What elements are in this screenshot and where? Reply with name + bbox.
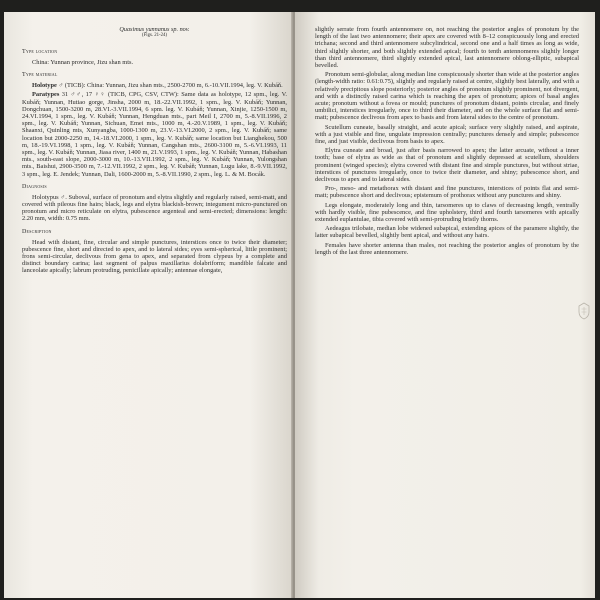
diagnosis-text: Holotypus ♂. Suboval, surface of pronotum and elytra slightly and regularly raised, semi-matt, and covered with pileous fine hairs; black, legs and elytra blackish-brown; integument micro-punctured on pronotum and micro reticulate on elytra, pubescence argenteal and semi-erected; dimensions: length: 2.20 mm, width: 0.75 mm. [22,193,287,223]
holotype-paragraph [22,82,287,89]
paratypes-text: 31 ♂♂, 17 ♀♀ (TICB, CPG, CSV, CTW): Same data as holotype, 12 spm., leg. V. Kubáň; Yunnan, Hutiao gorge, Jinsha, 2000 m, 18.-22.VII.1992, 1 spm., leg. V. Kubáň; Yunnan, Dongchuan, 1500-3200 m, 28.VI.-3.VII.1994, 6 spm. leg. V. Kubáň; Yunnan, Xinjie, 1250-1500 m, 24.VI.1994, 1 spm., leg. V. Kubáň; Yunnan, Hengduan mts., part Meil I, 2700 m, 5.-8.VII.1996, 2 spm., leg. V. Kubáň; Yunnan, Sichuan, Emei mts., 1000 m, 4.-20.V.1989, 1 spm., leg. V. Kubáň; Shaanxi, Quinling mts, Xunyangba, 1000-1300 m, 23.V.-13.VI.2000, 2 spm., leg. V. Kubáň; same location but 2000-2250 m, 14.-18.VI.2000, 1 spm., leg. V. Kubáň; same location but Lianghekou, 500 m, 18.-19.VI.1998, 1 spm., leg. V. Kubáň; Yunnan, Cangshan mts., 2600-3100 m, 5.-6.VI.1993, 11 spm., leg. V. Kubáň; Yunnan, Jiasa river, 1400 m, 21.V.1993, 1 spm., leg. V. Kubáň; Yunnan, Habashan mts., south-east slope, 2000-3000 m, 10.-13.VII.1992, 2 spm., leg. V. Kubáň; Yunnan, Yulongshan mts., Baishui, 2900-3500 m, 7.-12.VII.1992, 2 spm., leg. V. Kubáň; Yunnan, Lugu lake, 8.-9.VII.1992, 3 spm., leg. E. Jendek; Yunnan, Dali, 1600-2000 m, 5.-8.VII.1990, 2 spm., leg. L. & M. Bocák. [22,91,287,178]
holotype-label: Holotype [32,82,57,90]
type-material-heading: Type material [22,72,58,79]
library-stamp-icon [577,302,591,320]
right-page [295,12,595,598]
diagnosis-heading: Diagnosis [22,183,47,190]
description-text: Head with distant, fine, circular and simple punctures, interstices once to twice their diameter; pubescence fine, short and directed to apex, and to lateral sides; eyes semi-spherical, little prominent; frons semi-circular, declivous from gena to apex, and separated from clypeus by a complete and distinct boundary carina; last segment of palpus maxillarius dolabriform; mandible falcate and lanceolate apically; labrum protruding, penicillate apically; antennae elongate, [22,238,287,275]
elytra-paragraph: Elytra cuneate and broad, just after basis narrowed to apex; the latter arcuate, without a inner tooth; base of elytra as wide as that of pronotum and slightly depressed at scutellum, shoulders prominent (winged species); elytra covered with distant fine and simple punctures, but without striae, interstices of punctures irregularly, once to twice their diameter, and shiny; pubescence short, and declivous to apex and to lateral sides. [315,147,579,184]
type-location-heading: Type location [22,49,58,55]
antenna-paragraph: slightly serrate from fourth antennomere on, not reaching the posterior angles of pronotum by the length of the last two antennomere; their apex are covered with 8–12 conspicuously long and erected trichana; second and third antennomere subcylindrical, second one and a half times as long as wide, third slightly shorter, and both slightly extended apical; fourth to tenth antennomeres slightly longer than third antennomere, third slightly extended apical, last antennomere oblong-elliptic, subapical bevelled. [315,26,579,70]
scutellum-paragraph: Scutellum cuneate, basally straight, and acute apical; surface very slightly raised, and aspirate, with a just visible and fine, ungulate impression centrally; punctures densely and simple; pubescence fine, and just visible, declivous from basis to apex. [315,123,579,146]
females-paragraph: Females have shorter antenna than males, not reaching the posterior angles of pronotum by the length of the last three antennomere. [315,241,579,256]
legs-paragraph: Legs elongate, moderately long and thin, tarsomeres up to claws of decreasing length, ventrally with hardly visible, fine pubescence, and fine upholstery, third and fourth tarsomeres with apically extended euplantulae, tibia covered with semi-protruding bristly thorns. [315,201,579,224]
description-heading: Description [22,228,52,235]
pronotum-paragraph: Pronotum semi-globular, along median line conspicuously shorter than wide at the posterior angles (length-width ratio: 0.61:0.75), slightly and regularly raised at centre, slightly best laterally, and with a relatively precipitous slope posteriorly; posterior angles of pronotum slightly prominent, not divergent, and with a distinctly raised carina which is reaching the apex of pronotum; apices of basal angles acute; pronotum without a fovea or mould; punctures of pronotum distant, points circular, and finely umbilici, interstices irregularly, once to third their diameter, and on the whole surface flat and semi-matt; pubescence declivous from apex to basis and from lateral sides to the centre of pronotum. [315,71,579,122]
holotype-text: ♂ (TICB): China: Yunnan, Jizu shan mts., 2500-2700 m, 6.-10.VII.1994, leg. V. Kubáň. [56,82,283,90]
left-page [4,12,293,598]
figure-reference: (Figs. 21-24) [141,33,168,38]
thorax-paragraph: Pro-, meso- and metathorax with distant and fine punctures, interstices of points flat and semi-matt; pubescence short and declivous; epistemum of prothorax without any punctures and shiny. [315,185,579,200]
paratypes-paragraph [22,91,287,177]
species-title: Quasimus yunnanus sp. nov. [119,26,190,33]
type-location-text: China: Yunnan province, Jizu shan mts. [32,59,134,66]
paratypes-label: Paratypes [32,91,60,99]
aedeagus-paragraph: Aedeagus trilobate, median lobe widened subapical, extending apices of the paramere slightly, the latter subapical bevelled, slightly bent apical, and without any hairs. [315,225,579,240]
